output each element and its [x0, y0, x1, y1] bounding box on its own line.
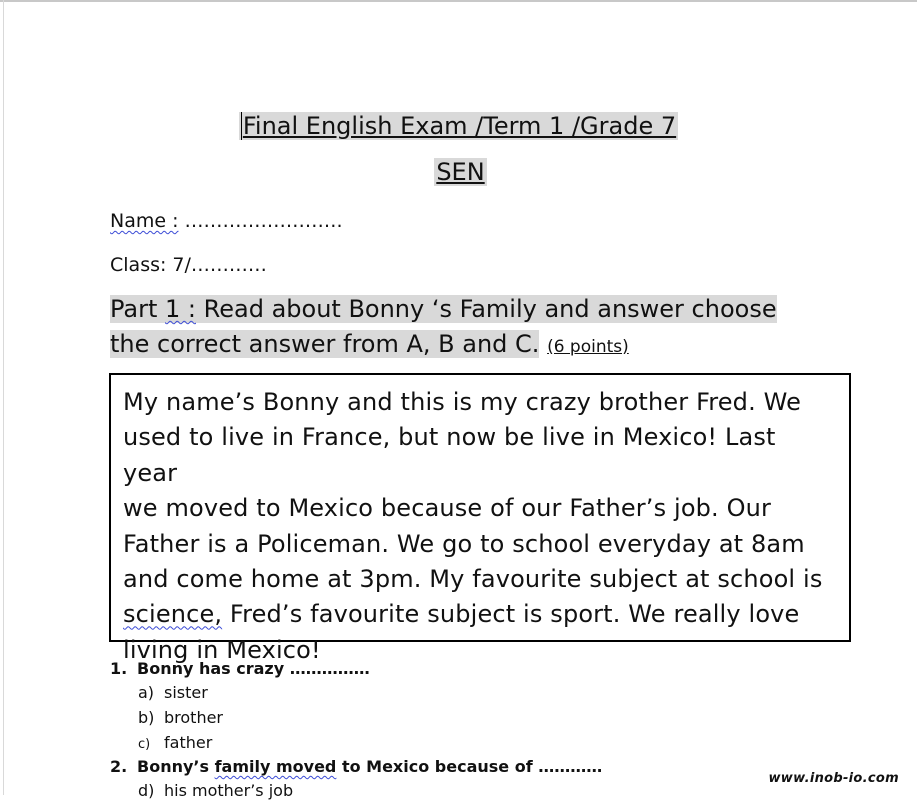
question-1 — [110, 659, 370, 679]
question-number: 1. — [110, 659, 128, 678]
question-text: Bonny has crazy …………… — [137, 659, 370, 678]
question-1-option-c[interactable]: c) father — [138, 733, 213, 752]
passage-line: living in Mexico! — [123, 635, 321, 664]
page-top-border — [0, 0, 917, 2]
passage-line: used to live in France, but now be live in Mexico! Last year — [123, 423, 776, 487]
part1-instructions — [110, 292, 850, 365]
reading-passage-box — [109, 373, 851, 664]
name-field[interactable] — [110, 209, 343, 233]
part1-points: (6 points) — [547, 337, 629, 357]
spellcheck-phrase: family moved — [214, 757, 337, 776]
name-blank: ……………………. — [184, 210, 343, 232]
part1-line2[interactable]: the correct answer from A, B and C. — [110, 330, 540, 358]
exam-subtitle-text[interactable]: SEN — [436, 158, 485, 186]
passage-line: Father is a Policeman. We go to school everyday at 8am — [123, 529, 805, 558]
name-label: Name : — [110, 210, 179, 232]
passage-line: science, Fred’s favourite subject is sport. We really love — [123, 600, 800, 629]
question-number: 2. — [110, 757, 128, 776]
passage-line: we moved to Mexico because of our Father’s job. Our — [123, 494, 772, 523]
question-2-option-d[interactable]: d) his mother’s job — [138, 781, 294, 800]
part1-number: 1 : — [165, 295, 196, 323]
passage-line: and come home at 3pm. My favourite subject at school is — [123, 565, 823, 594]
question-1-option-b[interactable]: b) brother — [138, 708, 224, 727]
class-label: Class: 7/………… — [110, 254, 267, 276]
spellcheck-word: science, — [123, 600, 223, 629]
passage-line: My name’s Bonny and this is my crazy brother Fred. We — [123, 388, 802, 416]
exam-title-text[interactable]: Final English Exam /Term 1 /Grade 7 — [239, 112, 678, 140]
exam-title — [0, 110, 917, 142]
part1-line1[interactable]: Part 1 : Read about Bonny ‘s Family and answer choose — [110, 295, 777, 323]
class-field[interactable] — [110, 253, 267, 277]
text-cursor — [241, 112, 242, 140]
exam-subtitle — [0, 156, 917, 188]
watermark-url: www.inob-io.com — [768, 771, 899, 786]
question-2: 2. Bonny’s family moved to Mexico because of ………… — [110, 757, 603, 776]
question-1-option-a[interactable]: a) sister — [138, 683, 208, 702]
